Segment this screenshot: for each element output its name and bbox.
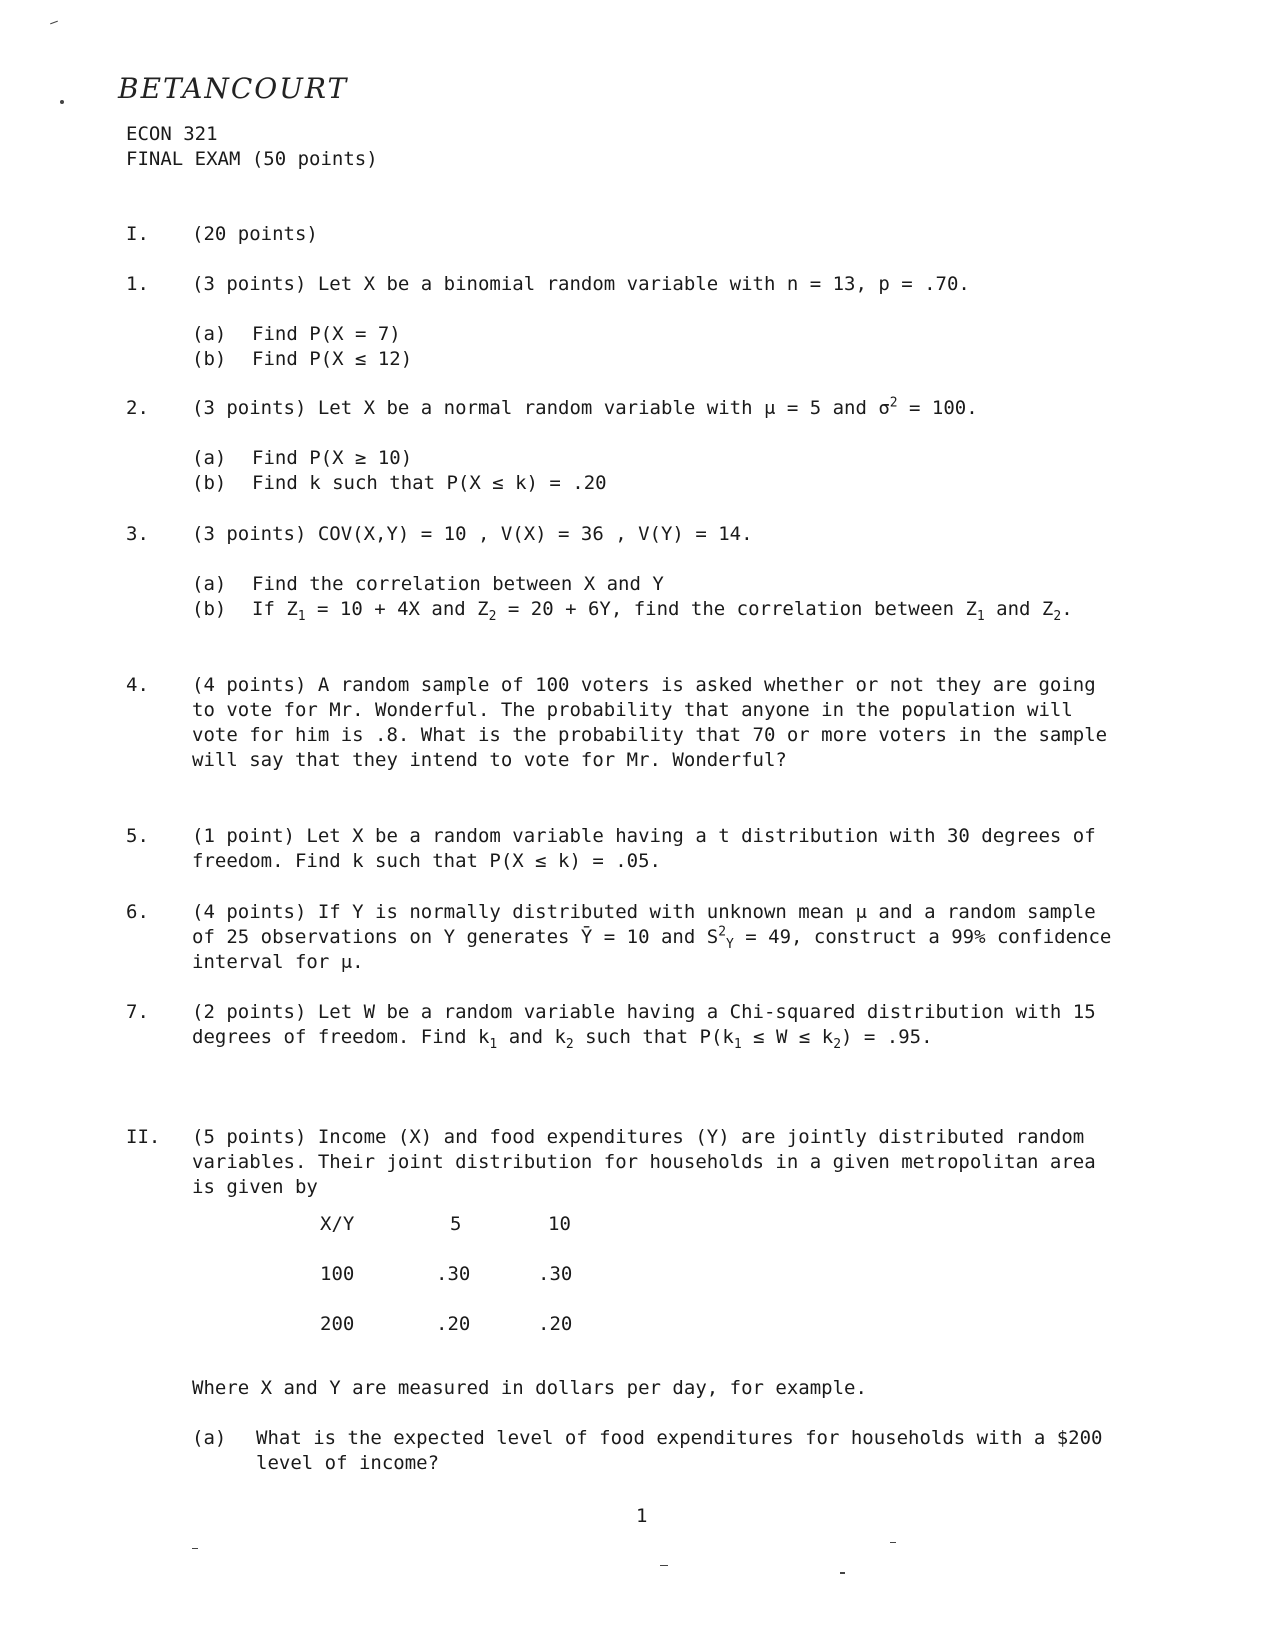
scan-speck <box>50 21 58 25</box>
exam-title: FINAL EXAM (50 points) <box>126 148 378 170</box>
part-1-numeral: I. <box>126 223 149 245</box>
sub-text: Find P(X ≥ 10) <box>252 447 413 469</box>
sub-text: What is the expected level of food expenditures for households with a $200 level of income? <box>256 1427 1103 1474</box>
table-cell: 100 <box>320 1263 355 1285</box>
part-2-note: Where X and Y are measured in dollars per day, for example. <box>192 1377 867 1399</box>
question-number: 6. <box>126 901 149 923</box>
table-header-cell: 5 <box>450 1213 462 1235</box>
sub-label: (b) <box>192 472 227 494</box>
scan-speck <box>890 1542 896 1543</box>
table-cell: 200 <box>320 1313 355 1335</box>
question-text: (4 points) If Y is normally distributed with unknown mean μ and a random sample of 25 observations on Y generates Ȳ = 10 and $S^2_Y = 49$, construct a 99% confidence interval for μ. <box>192 901 1112 973</box>
sub-label: (b) <box>192 598 227 620</box>
question-text: (3 points) Let X be a normal random variable with μ = 5 and $\sigma^2 = 100$. <box>192 395 978 419</box>
question-number: 2. <box>126 397 149 419</box>
sub-label: (a) <box>192 447 227 469</box>
sub-text: Find k such that P(X ≤ k) = .20 <box>252 472 607 494</box>
sub-label: (a) <box>192 573 227 595</box>
part-2-text: (5 points) Income (X) and food expenditures (Y) are jointly distributed random variables. Their joint distribution for households in a given metropolitan area is given by <box>192 1126 1096 1198</box>
sub-text: Find P(X ≤ 12) <box>252 348 413 370</box>
question-text: (4 points) A random sample of 100 voters is asked whether or not they are going to vote for Mr. Wonderful. The probability that anyone in the population will vote for him is .8. What is the probability that 70 or more voters in the sample will say that they intend to vote for Mr. Wonderful? <box>192 674 1108 771</box>
sub-label: (b) <box>192 348 227 370</box>
table-cell: .30 <box>436 1263 471 1285</box>
scan-speck <box>60 100 64 104</box>
part-2-numeral: II. <box>126 1126 161 1148</box>
table-header-cell: 10 <box>548 1213 571 1235</box>
table-header-cell: X/Y <box>320 1213 355 1235</box>
course-code: ECON 321 <box>126 123 218 145</box>
sub-text: Find P(X = 7) <box>252 323 401 345</box>
table-cell: .20 <box>436 1313 471 1335</box>
table-cell: .20 <box>538 1313 573 1335</box>
question-number: 7. <box>126 1001 149 1023</box>
part-1-points: (20 points) <box>192 223 318 245</box>
scan-speck <box>192 1548 198 1549</box>
sub-text: Find the correlation between X and Y <box>252 573 664 595</box>
question-text: (3 points) Let X be a binomial random variable with n = 13, p = .70. <box>192 273 970 295</box>
question-text: (2 points) Let W be a random variable having a Chi-squared distribution with 15 degrees of freedom. Find $k_1$ and $k_2$ such that $P(k_1 \le W \le k_2) = .95$. <box>192 1001 1096 1052</box>
page-number: 1 <box>636 1505 648 1527</box>
scan-speck <box>660 1565 668 1566</box>
table-cell: .30 <box>538 1263 573 1285</box>
sub-label: (a) <box>192 1427 227 1449</box>
sub-label: (a) <box>192 323 227 345</box>
question-number: 4. <box>126 674 149 696</box>
question-text: (3 points) COV(X,Y) = 10 , V(X) = 36 , V(Y) = 14. <box>192 523 753 545</box>
handwritten-name: BETANCOURT <box>118 72 349 105</box>
scan-speck <box>840 1572 845 1574</box>
question-number: 1. <box>126 273 149 295</box>
sub-text: If $Z_1 = 10 + 4X$ and $Z_2 = 20 + 6Y$, find the correlation between $Z_1$ and $Z_2$. <box>252 598 1073 624</box>
question-number: 5. <box>126 825 149 847</box>
question-text: (1 point) Let X be a random variable having a t distribution with 30 degrees of freedom. Find k such that P(X ≤ k) = .05. <box>192 825 1096 872</box>
question-number: 3. <box>126 523 149 545</box>
